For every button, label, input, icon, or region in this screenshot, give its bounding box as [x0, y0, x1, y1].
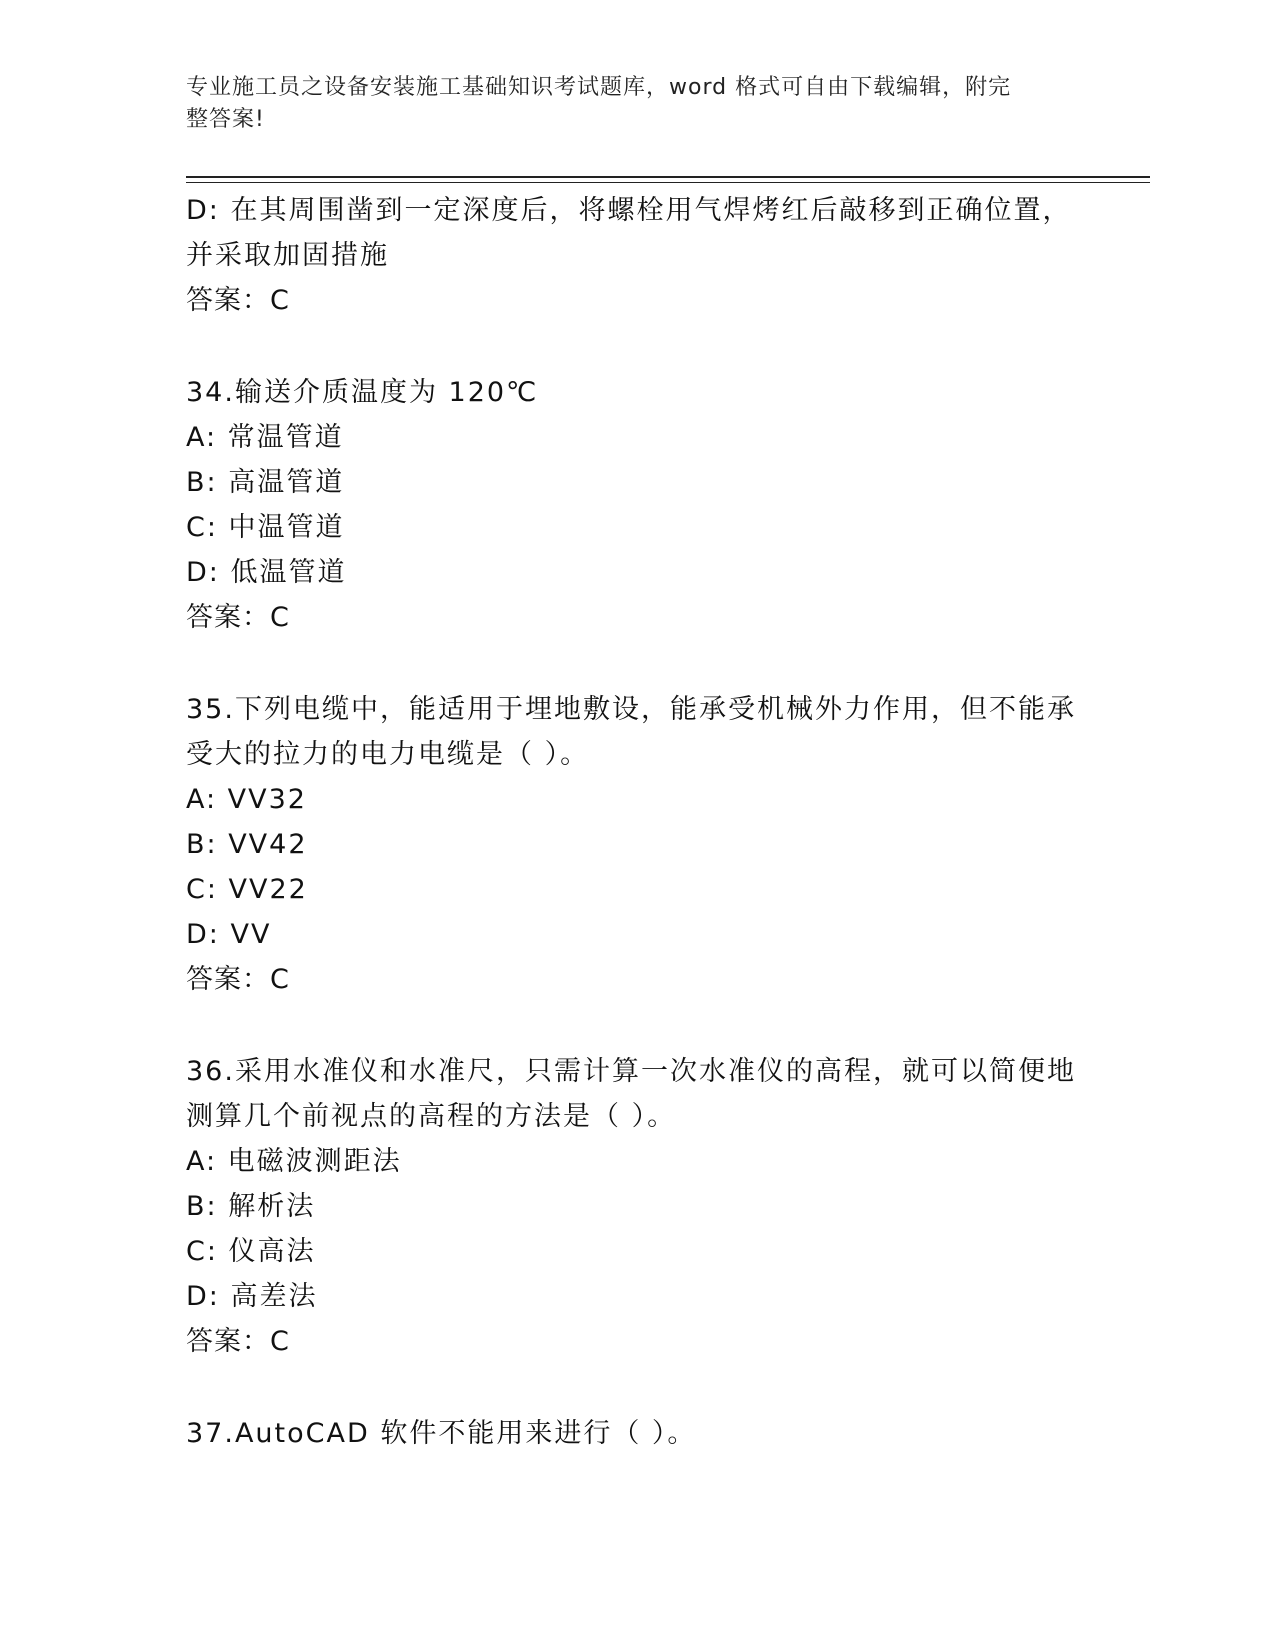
- header-rule-thin: [186, 182, 1150, 183]
- answer: 答案：C: [186, 285, 290, 316]
- answer: 答案：C: [186, 1326, 290, 1357]
- option-b: B: VV42: [186, 829, 308, 860]
- header-line-1: 专业施工员之设备安装施工基础知识考试题库，word 格式可自由下载编辑，附完: [186, 75, 1012, 100]
- question-36: [186, 1049, 1086, 1365]
- question-previous: [186, 188, 1086, 324]
- document-header: [186, 72, 1066, 136]
- answer: 答案：C: [186, 964, 290, 995]
- spacer: [186, 641, 1086, 687]
- option-b: B: 高温管道: [186, 467, 345, 498]
- option-d: D: 高差法: [186, 1281, 318, 1312]
- option-c: C: 中温管道: [186, 512, 345, 543]
- question-stem: 37.AutoCAD 软件不能用来进行（ ）。: [186, 1418, 697, 1449]
- spacer: [186, 1003, 1086, 1049]
- question-37: [186, 1411, 1086, 1456]
- question-35: [186, 687, 1086, 1003]
- option-c: C: 仪高法: [186, 1236, 316, 1267]
- document-body: [186, 188, 1086, 1456]
- question-stem-line-1: 36.采用水准仪和水准尺，只需计算一次水准仪的高程，就可以简便地: [186, 1056, 1076, 1087]
- header-rule-thick: [186, 176, 1150, 178]
- spacer: [186, 1365, 1086, 1411]
- header-line-2: 整答案!: [186, 107, 265, 132]
- spacer: [186, 324, 1086, 370]
- option-a: A: VV32: [186, 784, 307, 815]
- option-d: D: VV: [186, 919, 272, 950]
- question-34: [186, 370, 1086, 641]
- option-a: A: 常温管道: [186, 422, 344, 453]
- option-c: C: VV22: [186, 874, 308, 905]
- question-stem-line-2: 受大的拉力的电力电缆是（ ）。: [186, 739, 590, 770]
- option-b: B: 解析法: [186, 1191, 316, 1222]
- question-stem-line-1: 35.下列电缆中，能适用于埋地敷设，能承受机械外力作用，但不能承: [186, 694, 1076, 725]
- option-d-line-2: 并采取加固措施: [186, 240, 389, 271]
- question-stem: 34.输送介质温度为 120℃: [186, 377, 539, 408]
- option-a: A: 电磁波测距法: [186, 1146, 402, 1177]
- question-stem-line-2: 测算几个前视点的高程的方法是（ ）。: [186, 1101, 677, 1132]
- option-d-line-1: D: 在其周围凿到一定深度后，将螺栓用气焊烤红后敲移到正确位置，: [186, 195, 1072, 226]
- answer: 答案：C: [186, 602, 290, 633]
- option-d: D: 低温管道: [186, 557, 347, 588]
